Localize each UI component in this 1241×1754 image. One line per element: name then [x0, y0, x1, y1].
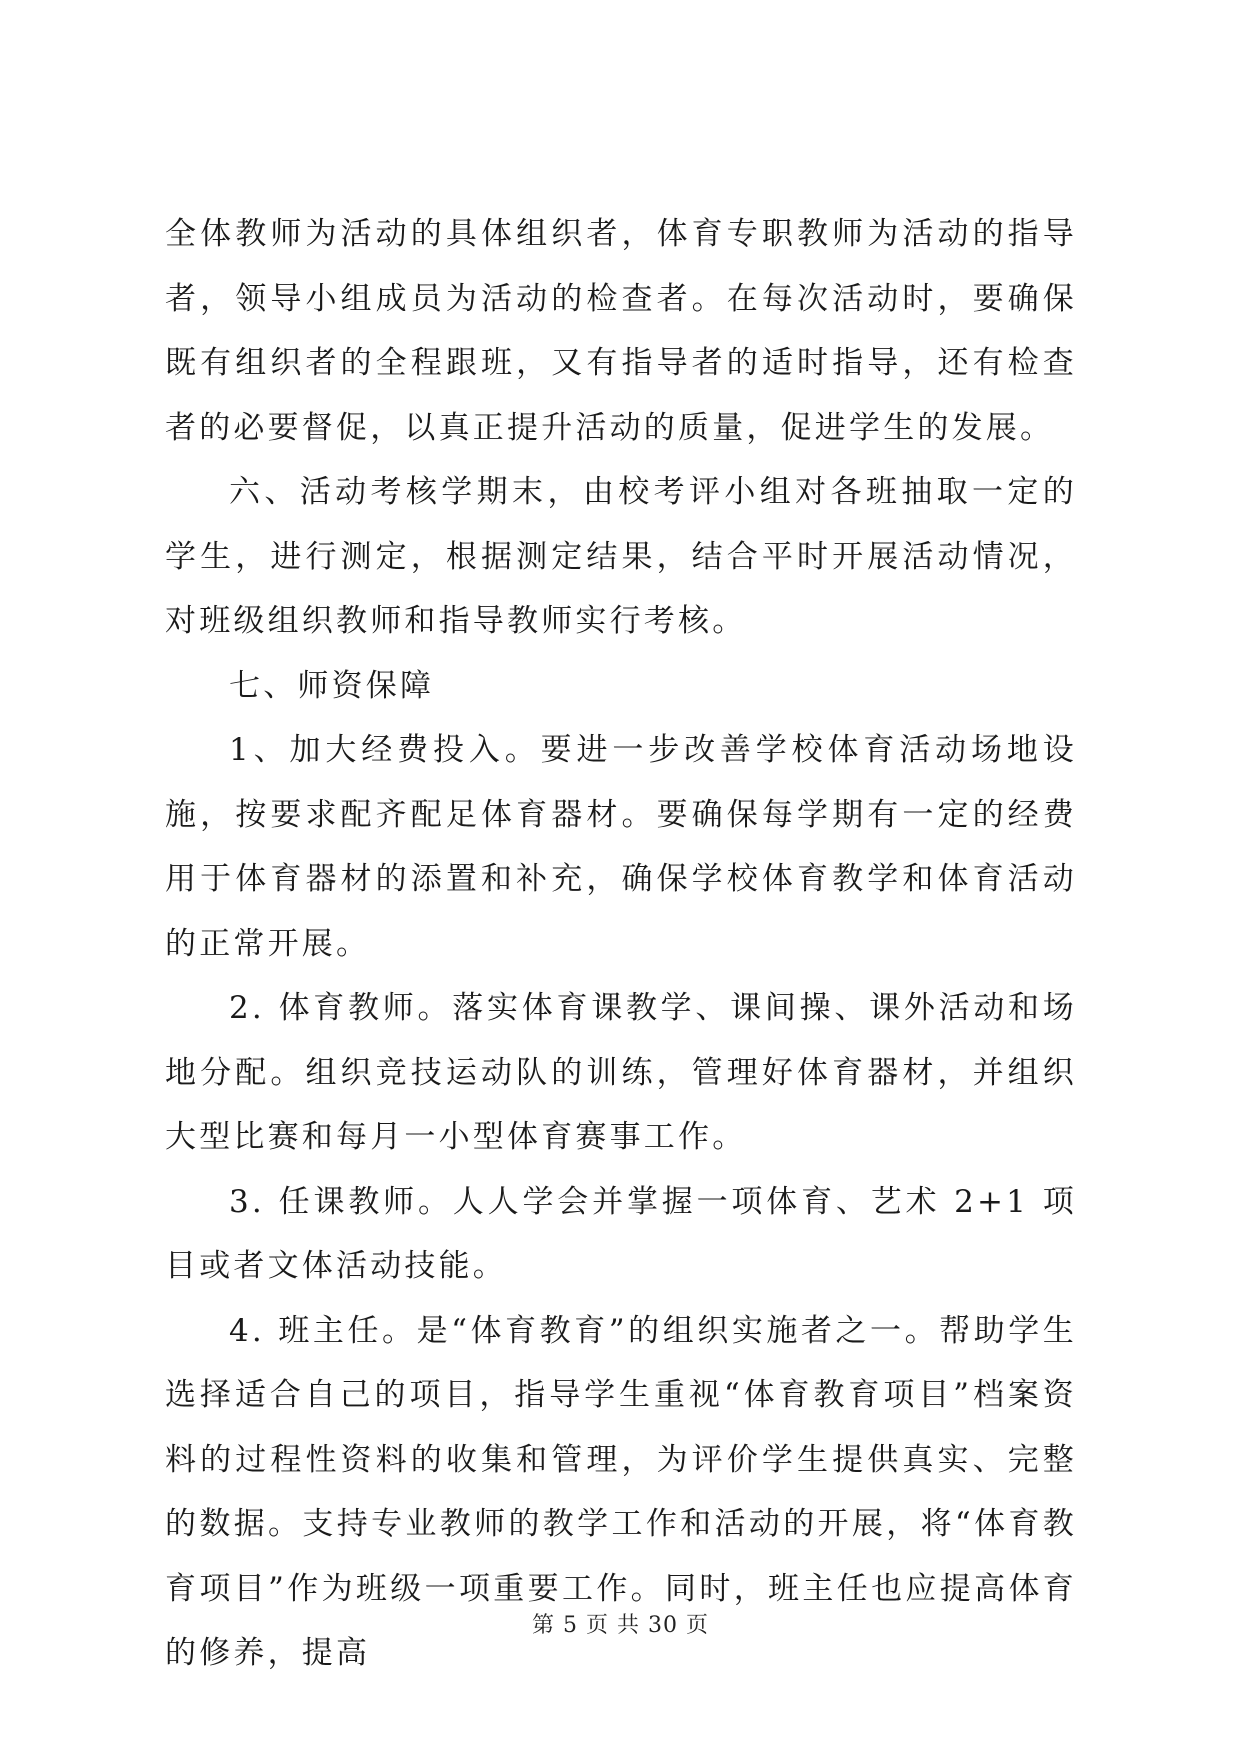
paragraph-class-teacher: 4. 班主任。是“体育教育”的组织实施者之一。帮助学生选择适合自己的项目，指导学生重视“体育教育项目”档案资料的过程性资料的收集和管理，为评价学生提供真实、完整的数据。支持专业教师的教学工作和活动的开展，将“体育教育项目”作为班级一项重要工作。同时，班主任也应提高体育的修养，提高	[165, 1312, 1077, 1671]
paragraph-funding: 1、加大经费投入。要进一步改善学校体育活动场地设施，按要求配齐配足体育器材。要确保每学期有一定的经费用于体育器材的添置和补充，确保学校体育教学和体育活动的正常开展。	[165, 732, 1077, 962]
paragraph-subject-teachers: 3. 任课教师。人人学会并掌握一项体育、艺术 2+1 项目或者文体活动技能。	[165, 1183, 1077, 1284]
paragraph-assessment: 六、活动考核学期末，由校考评小组对各班抽取一定的学生，进行测定，根据测定结果，结合平时开展活动情况，对班级组织教师和指导教师实行考核。	[165, 474, 1077, 639]
section-heading-staff: 七、师资保障	[229, 667, 435, 704]
page-footer: 第 5 页 共 30 页	[532, 1613, 709, 1638]
paragraph-pe-teachers: 2. 体育教师。落实体育课教学、课间操、课外活动和场地分配。组织竞技运动队的训练，管理好体育器材，并组织大型比赛和每月一小型体育赛事工作。	[165, 990, 1077, 1155]
paragraph-continuation: 全体教师为活动的具体组织者，体育专职教师为活动的指导者，领导小组成员为活动的检查者。在每次活动时，要确保既有组织者的全程跟班，又有指导者的适时指导，还有检查者的必要督促，以真正提升活动的质量，促进学生的发展。	[165, 216, 1077, 446]
document-body	[165, 202, 1077, 1686]
